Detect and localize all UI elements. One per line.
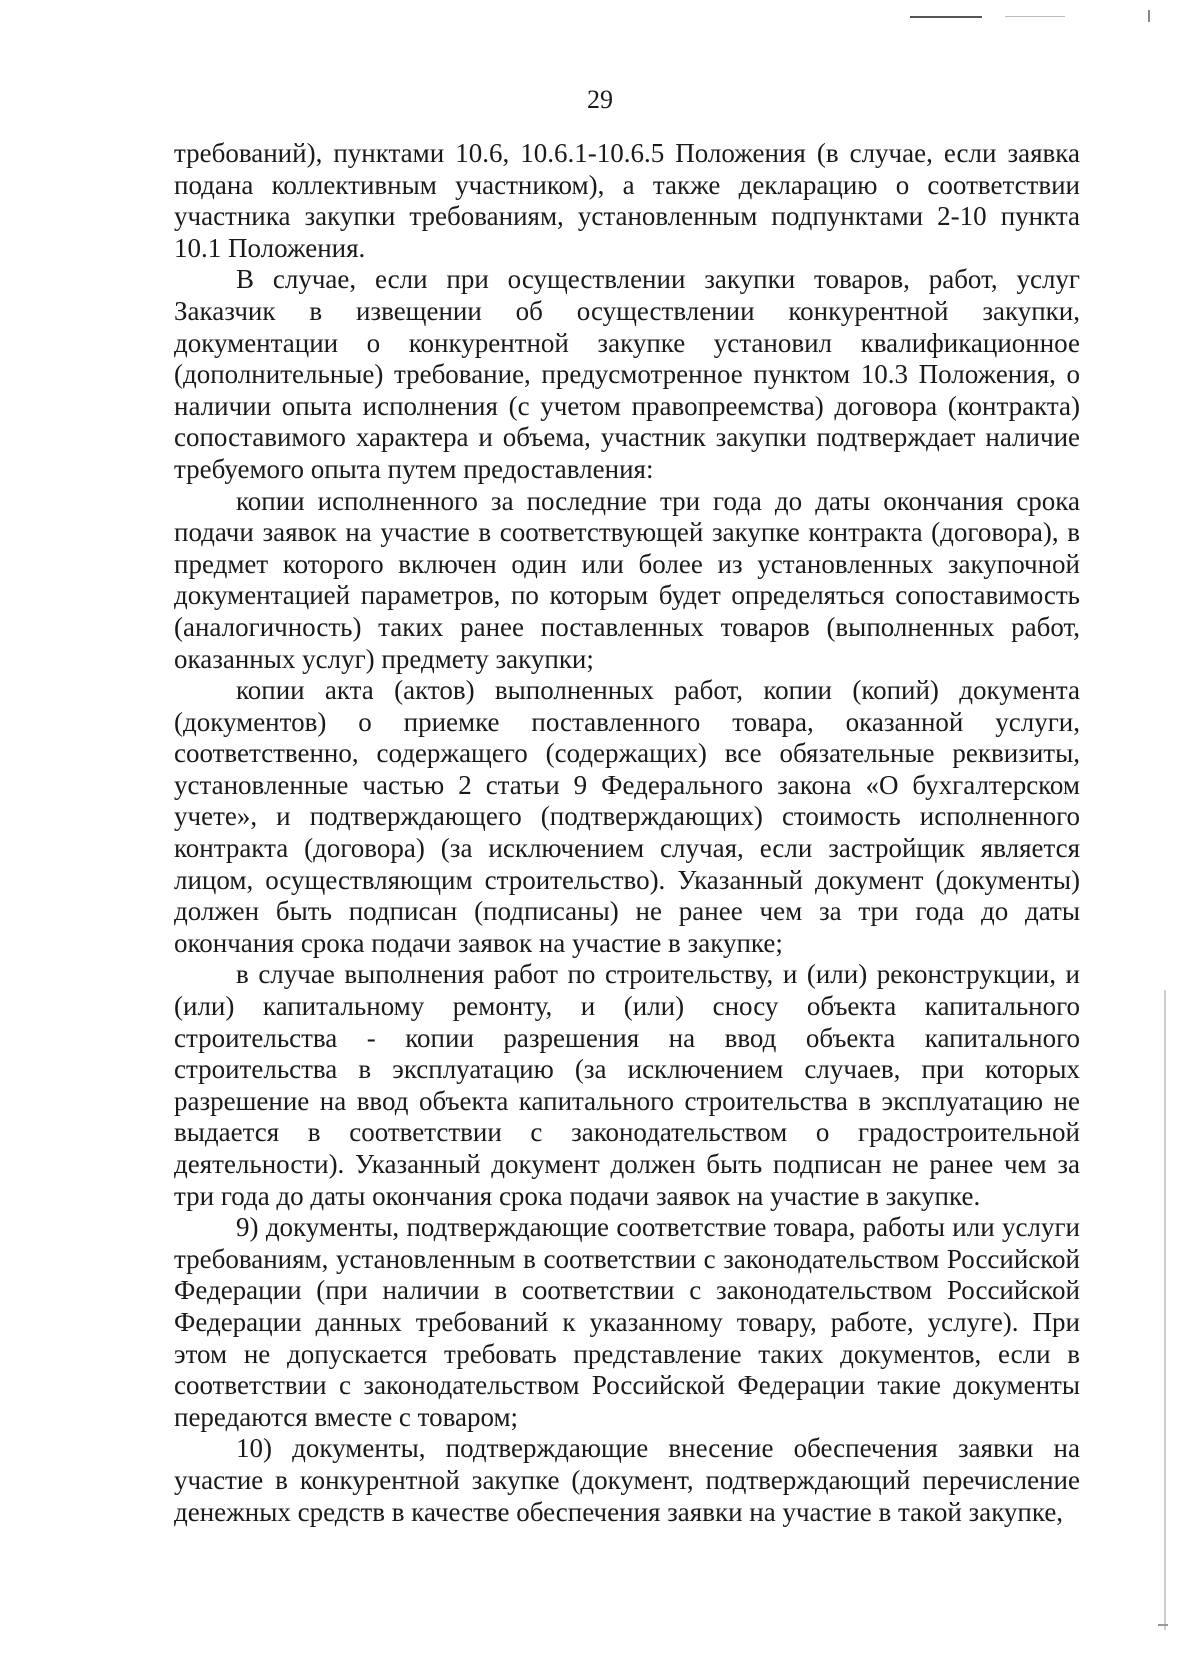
- paragraph-continuation: требований), пунктами 10.6, 10.6.1-10.6.5 Положения (в случае, если заявка подана коллективным участником), а также декларацию о соответствии участника закупки требованиям, установленным подпунктами 2-10 пункта 10.1 Положения.: [174, 138, 1080, 263]
- paragraph-acceptance-acts: копии акта (актов) выполненных работ, копии (копий) документа (документов) о приемке поставленного товара, оказанной услуги, соответственно, содержащего (содержащих) все обязательные реквизиты, установленные частью 2 статьи 9 Федерального закона «О бухгалтерском учете», и подтверждающего (подтверждающих) стоимость исполненного контракта (договора) (за исключением случая, если застройщик является лицом, осуществляющим строительство). Указанный документ (документы) должен быть подписан (подписаны) не ранее чем за три года до даты окончания срока подачи заявок на участие в закупке;: [174, 675, 1080, 958]
- document-body: [174, 138, 1080, 1528]
- scan-mark: [910, 16, 982, 18]
- scan-edge-tick: [1158, 1624, 1168, 1626]
- scan-mark: [1005, 16, 1065, 17]
- page-number: 29: [587, 85, 613, 114]
- paragraph-item-9: 9) документы, подтверждающие соответствие товара, работы или услуги требованиям, установленным в соответствии с законодательством Российской Федерации (при наличии в соответствии с законодательством Российской Федерации данных требований к указанному товару, работе, услуге). При этом не допускается требовать представление таких документов, если в соответствии с законодательством Российской Федерации такие документы передаются вместе с товаром;: [174, 1212, 1080, 1432]
- paragraph-item-10: 10) документы, подтверждающие внесение обеспечения заявки на участие в конкурентной закупке (документ, подтверждающий перечисление денежных средств в качестве обеспечения заявки на участие в такой закупке,: [174, 1433, 1080, 1527]
- scan-mark: [1148, 10, 1150, 22]
- paragraph-construction-permit: в случае выполнения работ по строительству, и (или) реконструкции, и (или) капитальному ремонту, и (или) сносу объекта капитального строительства - копии разрешения на ввод объекта капитального строительства в эксплуатацию (за исключением случаев, при которых разрешение на ввод объекта капитального строительства в эксплуатацию не выдается в соответствии с законодательством о градостроительной деятельности). Указанный документ должен быть подписан не ранее чем за три года до даты окончания срока подачи заявок на участие в закупке.: [174, 959, 1080, 1211]
- paragraph-contract-copies: копии исполненного за последние три года до даты окончания срока подачи заявок на участие в соответствующей закупке контракта (договора), в предмет которого включен один или более из установленных закупочной документацией параметров, по которым будет определяться сопоставимость (аналогичность) таких ранее поставленных товаров (выполненных работ, оказанных услуг) предмету закупки;: [174, 485, 1080, 674]
- paragraph-experience-requirement: В случае, если при осуществлении закупки товаров, работ, услуг Заказчик в извещении об осуществлении конкурентной закупки, документации о конкурентной закупке установил квалификационное (дополнительные) требование, предусмотренное пунктом 10.3 Положения, о наличии опыта исполнения (с учетом правопреемства) договора (контракта) сопоставимого характера и объема, участник закупки подтверждает наличие требуемого опыта путем предоставления:: [174, 264, 1080, 484]
- scan-edge-line: [1164, 990, 1166, 1630]
